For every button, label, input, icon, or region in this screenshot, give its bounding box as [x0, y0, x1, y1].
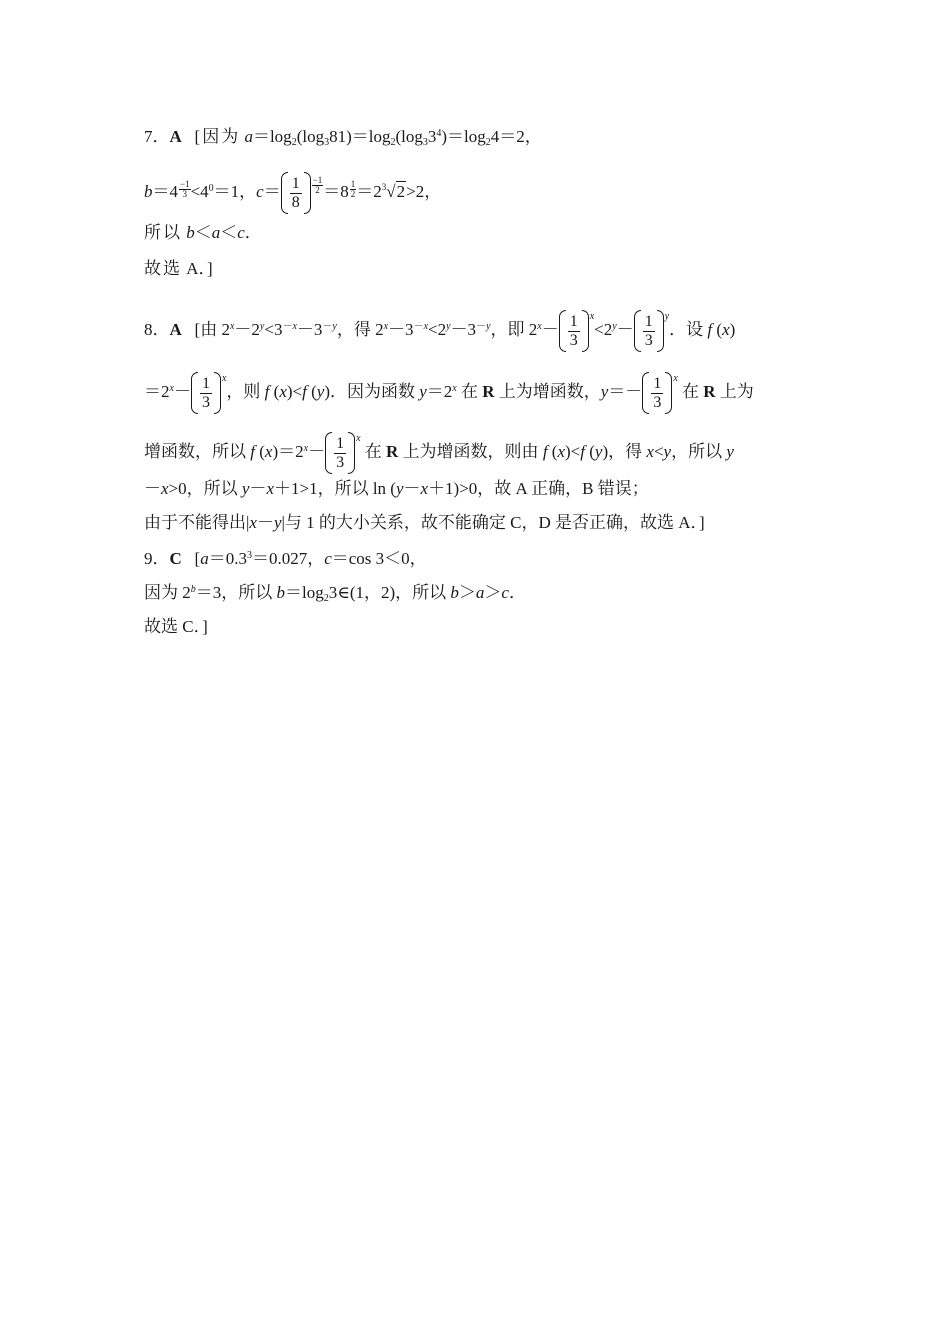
solution-answer: A: [169, 127, 182, 146]
solution-8-line-1: 8．A [由 $2^x-2^y<3^{-x}-3^{-y}$，得 $2^x-3^{-x}<2^y-3^{-y}$，即 $2^x-$ $\frac{1}{3}$ $^x<2^y-$ $\frac{1}{3}$ $^y$．设 f (x): [144, 306, 735, 352]
solution-7-line-2: b＝4 $\frac{-1}{3}$ $<4^0=1$，c＝ $\frac{1}{8}$ $\frac{-1}{2}$ ＝8 $\frac{1}{2}$ $=2^3√2>2$，: [144, 172, 441, 214]
solution-number: 8．: [144, 320, 170, 339]
solution-answer: A: [169, 320, 182, 339]
solution-8-line-3: 增函数，所以 f $(x)=2^x-$ $\frac{1}{3}$ $^x$ 在 R 上为增函数，则由 f (x)<f (y)，得 x<y，所以 y: [144, 428, 734, 474]
solution-9-line-2: 因为 $2^b=3$，所以 $b=\log_23\in(1$，2)，所以 b＞a＞c．: [144, 583, 526, 604]
solution-7-line-4: 故选 A．]: [144, 259, 213, 278]
solution-8-line-5: 由于不能得出|x－y|与 1 的大小关系，故不能确定 C，D 是否正确，故选 A．]: [144, 513, 705, 532]
solution-8-line-2: $=2^x-$ $\frac{1}{3}$ $^x$，则 f (x)<f (y)．因为函数 $y=2^x$ 在 R 上为增函数，y＝－ $\frac{1}{3}$ $^x$ 在 R 上为: [144, 368, 754, 414]
solution-7-line-3: 所以 b＜a＜c．: [144, 223, 262, 242]
solution-8-line-4: －x>0，所以 y－x＋1>1，所以 ln (y－x＋1)>0，故 A 正确，B 错误；: [144, 479, 649, 498]
solution-7-line-1: 7．A [因为 $a=\log_2(\log_381)=\log_2(\log_33^4)=\log_24=2$，: [144, 127, 542, 148]
solution-number: 7．: [144, 127, 170, 146]
solution-number: 9．: [144, 549, 170, 568]
solution-9-line-3: 故选 C．]: [144, 617, 208, 636]
solution-9-line-1: 9．C [$a=0.3^3=0.027$，c＝cos 3＜0，: [144, 549, 427, 568]
solution-answer: C: [169, 549, 182, 568]
